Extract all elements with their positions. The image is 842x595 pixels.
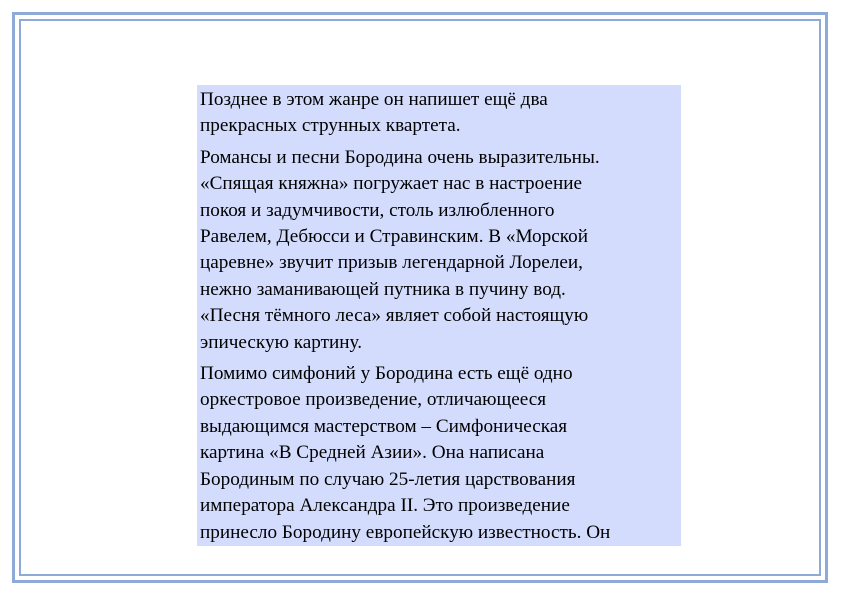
text-line: «Песня тёмного леса» являет собой настоящую [200,305,589,327]
text-line: Позднее в этом жанре он напишет ещё два [200,89,548,110]
paragraph-3 [200,361,677,546]
text-line: Бородиным по случаю 25-летия царствования [200,468,576,490]
text-line: выдающимся мастерством – Симфоническая [200,415,568,437]
text-line: картина «В Средней Азии». Она написана [200,442,545,464]
paragraph-1 [200,87,677,140]
text-line: царевне» звучит призыв легендарной Лорелеи, [200,252,583,274]
text-line: прекрасных струнных квартета. [200,115,461,137]
text-line: «Спящая княжна» погружает нас в настроение [200,173,582,195]
text-line: эпическую картину. [200,331,362,353]
text-line: нежно заманивающей путника в пучину вод. [200,278,566,300]
text-line: Равелем, Дебюсси и Стравинским. В «Морской [200,226,588,248]
paragraph-2 [200,145,677,356]
text-line: принесло Бородину европейскую известность. Он [200,521,611,543]
text-block [197,85,681,546]
text-line: покоя и задумчивости, столь излюбленного [200,199,555,221]
text-line: оркестровое произведение, отличающееся [200,389,547,411]
text-line: императора Александра II. Это произведение [200,495,570,517]
text-line: Романсы и песни Бородина очень выразительны. [200,146,600,168]
text-line: Помимо симфоний у Бородина есть ещё одно [200,363,573,385]
